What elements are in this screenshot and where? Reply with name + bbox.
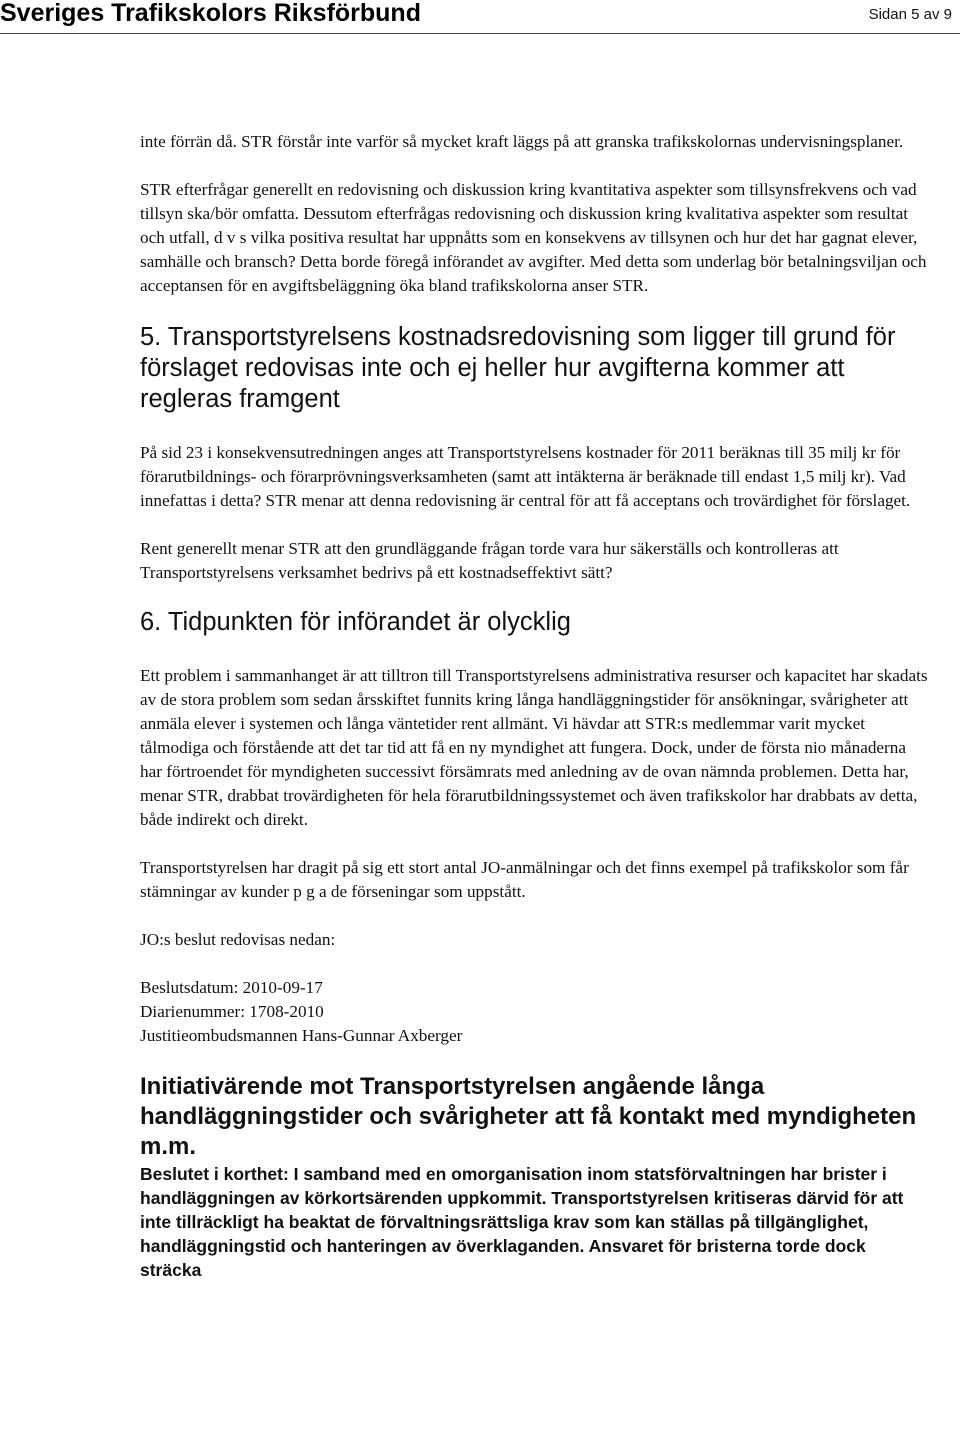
paragraph-supervision: STR efterfrågar generellt en redovisning och diskussion kring kvantitativa aspekter som tillsynsfrekvens och vad tillsyn ska/bör omfatta. Dessutom efterfrågas redovisning och diskussion kring kvalitativa aspekter som resultat och utfall, d v s vilka positiva resultat har uppnåtts som en konsekvens av tillsynen och hur det har gagnat elever, samhälle och bransch? Detta borde föregå införandet av avgifter. Med detta som underlag bör betalningsviljan och acceptansen för en avgiftsbeläggning öka bland trafikskolorna anser STR.: [140, 180, 927, 295]
jo-decision-summary: Beslutet i korthet: I samband med en omorganisation inom statsförvaltningen har brister i handläggningen av körkortsärenden uppkommit. Transportstyrelsen kritiseras därvid för att inte tillräckligt ha beaktat de förvaltningsrättsliga krav som kan ställas på tillgänglighet, handläggningstid och hanteringen av överklaganden. Ansvaret för bristerna torde dock sträcka: [140, 1164, 904, 1280]
paragraph-jo-intro: JO:s beslut redovisas nedan:: [140, 930, 336, 949]
jo-decision-title: Initiativärende mot Transportstyrelsen angående långa handläggningstider och svårigheter att få kontakt med myndigheten m.m.: [140, 1073, 917, 1160]
organization-name: Sveriges Trafikskolors Riksförbund: [0, 0, 421, 27]
paragraph-jo-complaints: Transportstyrelsen har dragit på sig ett stort antal JO-anmälningar och det finns exempel på trafikskolor som får stämningar av kunder p g a de förseningar som uppstått.: [140, 858, 909, 901]
paragraph-costs: På sid 23 i konsekvensutredningen anges att Transportstyrelsens kostnader för 2011 beräknas till 35 milj kr för förarutbildnings- och förarprövningsverksamheten (samt att intäkterna är beräknade till endast 1,5 milj kr). Vad innefattas i detta? STR menar att denna redovisning är central för att få acceptans och trovärdighet för förslaget.: [140, 443, 911, 510]
paragraph-cost-efficiency: Rent generellt menar STR att den grundläggande frågan torde vara hur säkerställs och kontrolleras att Transportstyrelsens verksamhet bedrivs på ett kostnadseffektivt sätt?: [140, 539, 839, 582]
header-rule: [0, 33, 960, 34]
paragraph-trust: Ett problem i sammanhanget är att tilltron till Transportstyrelsens administrativa resurser och kapacitet har skadats av de stora problem som sedan årsskiftet funnits kring långa handläggningstider för ansökningar, svårigheter att anmäla elever i systemen och långa väntetider rent allmänt. Vi hävdar att STR:s medlemmar varit mycket tålmodiga och förstående att det tar tid att få en ny myndighet att fungera. Dock, under de första nio månaderna har förtroendet för myndigheten successivt försämrats med anledning av de ovan nämnda problemen. Detta har, menar STR, drabbat trovärdigheten för hela förarutbildningssystemet och även trafikskolor har drabbats av detta, både indirekt och direkt.: [140, 666, 928, 829]
meta-diary-number: Diarienummer: 1708-2010: [140, 1002, 324, 1021]
heading-section-5: 5. Transportstyrelsens kostnadsredovisning som ligger till grund för förslaget redovisas inte och ej heller hur avgifterna kommer att regleras framgent: [140, 323, 896, 413]
page-header: [0, 0, 960, 34]
heading-section-6: 6. Tidpunkten för införandet är olycklig: [140, 608, 571, 636]
page-number: Sidan 5 av 9: [868, 6, 952, 23]
meta-decision-date: Beslutsdatum: 2010-09-17: [140, 978, 323, 997]
meta-ombudsman: Justitieombudsmannen Hans-Gunnar Axberger: [140, 1026, 463, 1045]
document-body: [140, 130, 930, 1282]
paragraph-continuation: inte förrän då. STR förstår inte varför så mycket kraft läggs på att granska trafikskolornas undervisningsplaner.: [140, 132, 904, 151]
